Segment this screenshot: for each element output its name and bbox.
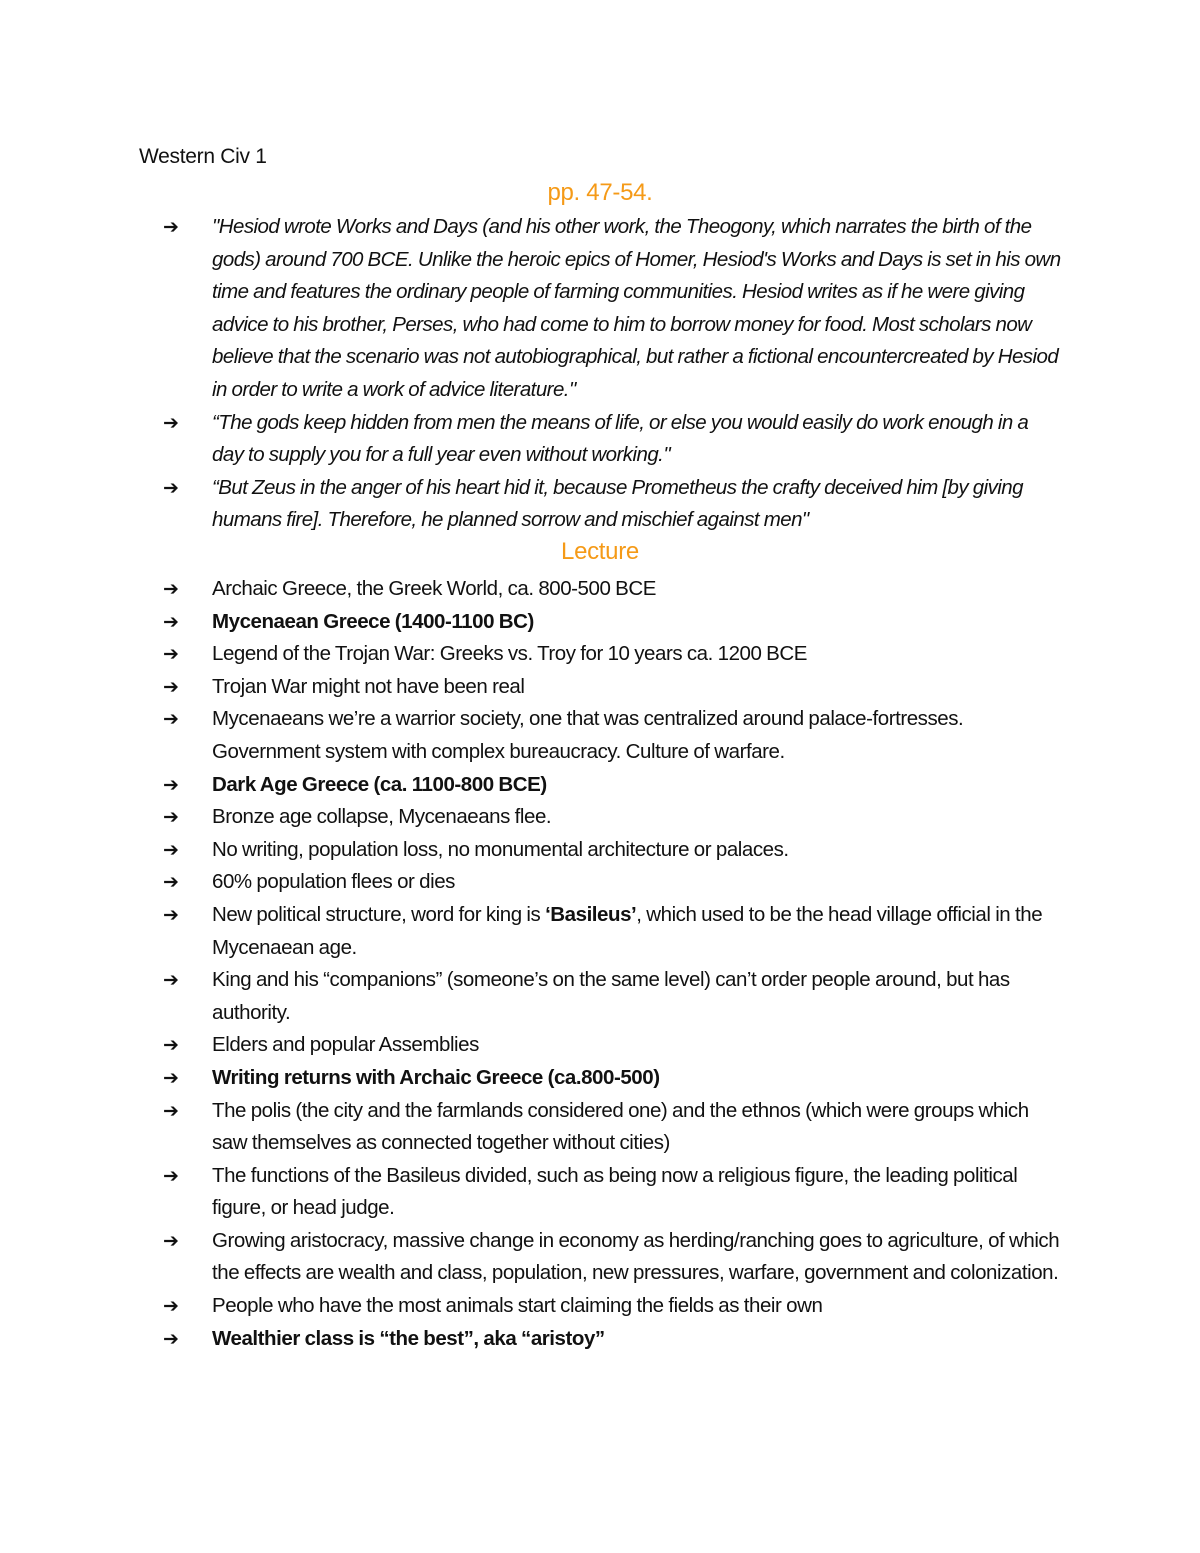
list-item [163, 573, 1063, 606]
list-item [163, 1225, 1063, 1290]
quote-text: “But Zeus in the anger of his heart hid it, because Prometheus the crafty deceived him [by giving humans fire]. Therefore, he planned sorrow and mischief against men" [212, 475, 1024, 532]
arrow-bullet-icon: ➔ [163, 871, 179, 894]
reading-quote-list [163, 211, 1063, 537]
arrow-bullet-icon: ➔ [163, 578, 179, 600]
note-text: Bronze age collapse, Mycenaeans flee. [212, 805, 552, 829]
list-item [163, 407, 1063, 472]
lecture-notes-list [163, 573, 1063, 1355]
list-item [163, 769, 1063, 802]
arrow-bullet-icon: ➔ [163, 838, 179, 861]
list-item [163, 1029, 1063, 1062]
note-text: Mycenaeans we’re a warrior society, one that was centralized around palace-fortresses. Government system with complex bureaucracy. Culture of warfare. [212, 707, 964, 763]
list-item [163, 1062, 1063, 1095]
quote-text: “The gods keep hidden from men the means of life, or else you would easily do work enough in a day to supply you for a full year even without working." [212, 410, 1029, 467]
arrow-bullet-icon: ➔ [163, 1229, 179, 1252]
list-item [163, 472, 1063, 537]
note-text: People who have the most animals start claiming the fields as their own [212, 1294, 823, 1318]
arrow-bullet-icon: ➔ [163, 773, 179, 796]
note-text: Legend of the Trojan War: Greeks vs. Troy for 10 years ca. 1200 BCE [212, 642, 807, 666]
document-title: Western Civ 1 [139, 145, 267, 168]
list-item [163, 964, 1063, 1029]
note-text: Trojan War might not have been real [212, 674, 525, 698]
note-text: Elders and popular Assemblies [212, 1033, 479, 1057]
note-text-part: New political structure, word for king is [212, 902, 546, 926]
arrow-bullet-icon: ➔ [163, 1099, 179, 1122]
list-item [163, 1290, 1063, 1323]
arrow-bullet-icon: ➔ [163, 1034, 179, 1057]
note-text: 60% population flees or dies [212, 870, 455, 894]
quote-text: "Hesiod wrote Works and Days (and his other work, the Theogony, which narrates the birth of the gods) around 700 BCE. Unlike the heroic epics of Homer, Hesiod's Works and Days is set in his own time and features the ordinary people of farming communities. Hesiod writes as if he were giving advice to his brother, Perses, who had come to him to borrow money for food. Most scholars now believe that the scenario was not autobiographical, but rather a fictional encountercreated by Hesiod in order to write a work of advice literature." [212, 215, 1061, 401]
arrow-bullet-icon: ➔ [163, 643, 179, 666]
arrow-bullet-icon: ➔ [163, 806, 179, 829]
note-heading-text: Writing returns with Archaic Greece (ca.800-500) [212, 1065, 660, 1089]
list-item [163, 606, 1063, 639]
arrow-bullet-icon: ➔ [163, 476, 179, 499]
lecture-section-heading: Lecture [561, 538, 639, 565]
arrow-bullet-icon: ➔ [163, 1327, 179, 1350]
arrow-bullet-icon: ➔ [163, 216, 179, 238]
arrow-bullet-icon: ➔ [163, 1066, 179, 1089]
note-text: Growing aristocracy, massive change in economy as herding/ranching goes to agriculture, of which the effects are wealth and class, population, new pressures, warfare, government and colonization. [212, 1228, 1060, 1285]
list-item [163, 703, 1063, 768]
note-text: Archaic Greece, the Greek World, ca. 800-500 BCE [212, 577, 656, 600]
note-text: The polis (the city and the farmlands considered one) and the ethnos (which were groups which saw themselves as connected together without cities) [212, 1098, 1029, 1155]
list-item [163, 1323, 1063, 1356]
basileus-term: ‘Basileus’ [545, 902, 637, 926]
note-text: No writing, population loss, no monumental architecture or palaces. [212, 837, 789, 861]
arrow-bullet-icon: ➔ [163, 1295, 179, 1318]
list-item [163, 899, 1063, 964]
list-item [163, 638, 1063, 671]
arrow-bullet-icon: ➔ [163, 903, 179, 926]
note-heading-text: Mycenaean Greece (1400-1100 BC) [212, 609, 534, 633]
list-item [163, 801, 1063, 834]
list-item [163, 1160, 1063, 1225]
list-item [163, 866, 1063, 899]
list-item [163, 211, 1063, 407]
arrow-bullet-icon: ➔ [163, 610, 179, 633]
note-heading-text: Dark Age Greece (ca. 1100-800 BCE) [212, 772, 547, 796]
arrow-bullet-icon: ➔ [163, 708, 179, 731]
note-text-part: , which used to be the head village official in the Mycenaean age. [212, 902, 1043, 959]
list-item [163, 1095, 1063, 1160]
note-text: The functions of the Basileus divided, such as being now a religious figure, the leading political figure, or head judge. [212, 1163, 1018, 1220]
arrow-bullet-icon: ➔ [163, 969, 179, 992]
arrow-bullet-icon: ➔ [163, 1164, 179, 1187]
arrow-bullet-icon: ➔ [163, 411, 179, 434]
arrow-bullet-icon: ➔ [163, 675, 179, 698]
list-item [163, 834, 1063, 867]
note-heading-text: Wealthier class is “the best”, aka “aristoy” [212, 1326, 605, 1350]
reading-section-heading: pp. 47-54. [547, 179, 653, 206]
note-text: King and his “companions” (someone’s on the same level) can’t order people around, but has authority. [212, 968, 1010, 1024]
list-item [163, 671, 1063, 704]
